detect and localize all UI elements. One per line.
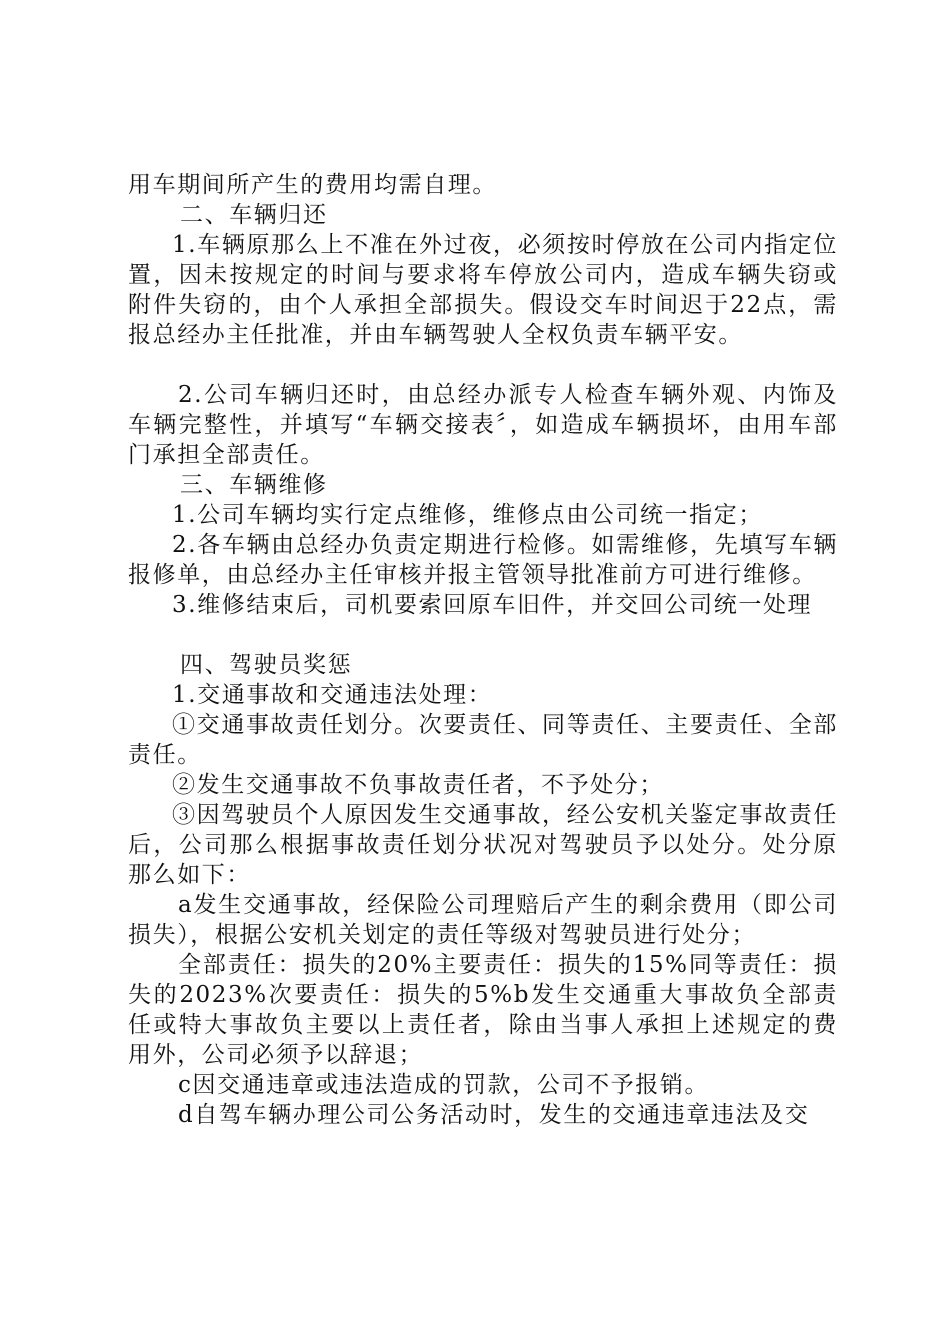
paragraph-item-c: c因交通违章或违法造成的罚款，公司不予报销。 (178, 1072, 710, 1098)
paragraph-liability-division: ①交通事故责任划分。次要责任、同等责任、主要责任、全部责任。 (128, 712, 838, 768)
paragraph-no-liability: ②发生交通事故不负事故责任者，不予处分； (172, 772, 664, 798)
paragraph-item-d: d自驾车辆办理公司公务活动时，发生的交通违章违法及交 (178, 1102, 810, 1128)
paragraph-return-rule-2: 2.公司车辆归还时，由总经办派专人检查车辆外观、内饰及车辆完整性，并填写“车辆交接表〞，如造成车辆损坏，由用车部门承担全部责任。 (128, 382, 838, 468)
heading-vehicle-repair: 三、车辆维修 (180, 472, 328, 498)
document-body (128, 170, 838, 1130)
paragraph-return-rule-1: 1.车辆原那么上不准在外过夜，必须按时停放在公司内指定位置，因未按规定的时间与要求将车停放公司内，造成车辆失窃或附件失窃的，由个人承担全部损失。假设交车时间迟于22点，需报总经办主任批准，并由车辆驾驶人全权负责车辆平安。 (128, 232, 838, 348)
paragraph-item-a: a发生交通事故，经保险公司理赔后产生的剩余费用（即公司损失），根据公安机关划定的责任等级对驾驶员进行处分； (128, 892, 838, 948)
paragraph-loss-ratios: 全部责任：损失的20%主要责任：损失的15%同等责任：损失的2023%次要责任：损失的5%b发生交通重大事故负全部责任或特大事故负主要以上责任者，除由当事人承担上述规定的费用外，公司必须予以辞退； (128, 952, 838, 1068)
paragraph-repair-rule-2: 2.各车辆由总经办负责定期进行检修。如需维修，先填写车辆报修单，由总经办主任审核并报主管领导批准前方可进行维修。 (128, 532, 838, 588)
paragraph-traffic-accident: 1.交通事故和交通违法处理： (172, 682, 493, 708)
paragraph-repair-rule-3: 3.维修结束后，司机要索回原车旧件，并交回公司统一处理 (172, 592, 813, 618)
paragraph-fee-note: 用车期间所产生的费用均需自理。 (128, 172, 497, 198)
paragraph-personal-cause: ③因驾驶员个人原因发生交通事故，经公安机关鉴定事故责任后，公司那么根据事故责任划分状况对驾驶员予以处分。处分原那么如下： (128, 802, 838, 888)
heading-vehicle-return: 二、车辆归还 (180, 202, 328, 228)
heading-driver-rewards: 四、驾驶员奖惩 (180, 652, 353, 678)
paragraph-repair-rule-1: 1.公司车辆均实行定点维修，维修点由公司统一指定； (172, 502, 763, 528)
